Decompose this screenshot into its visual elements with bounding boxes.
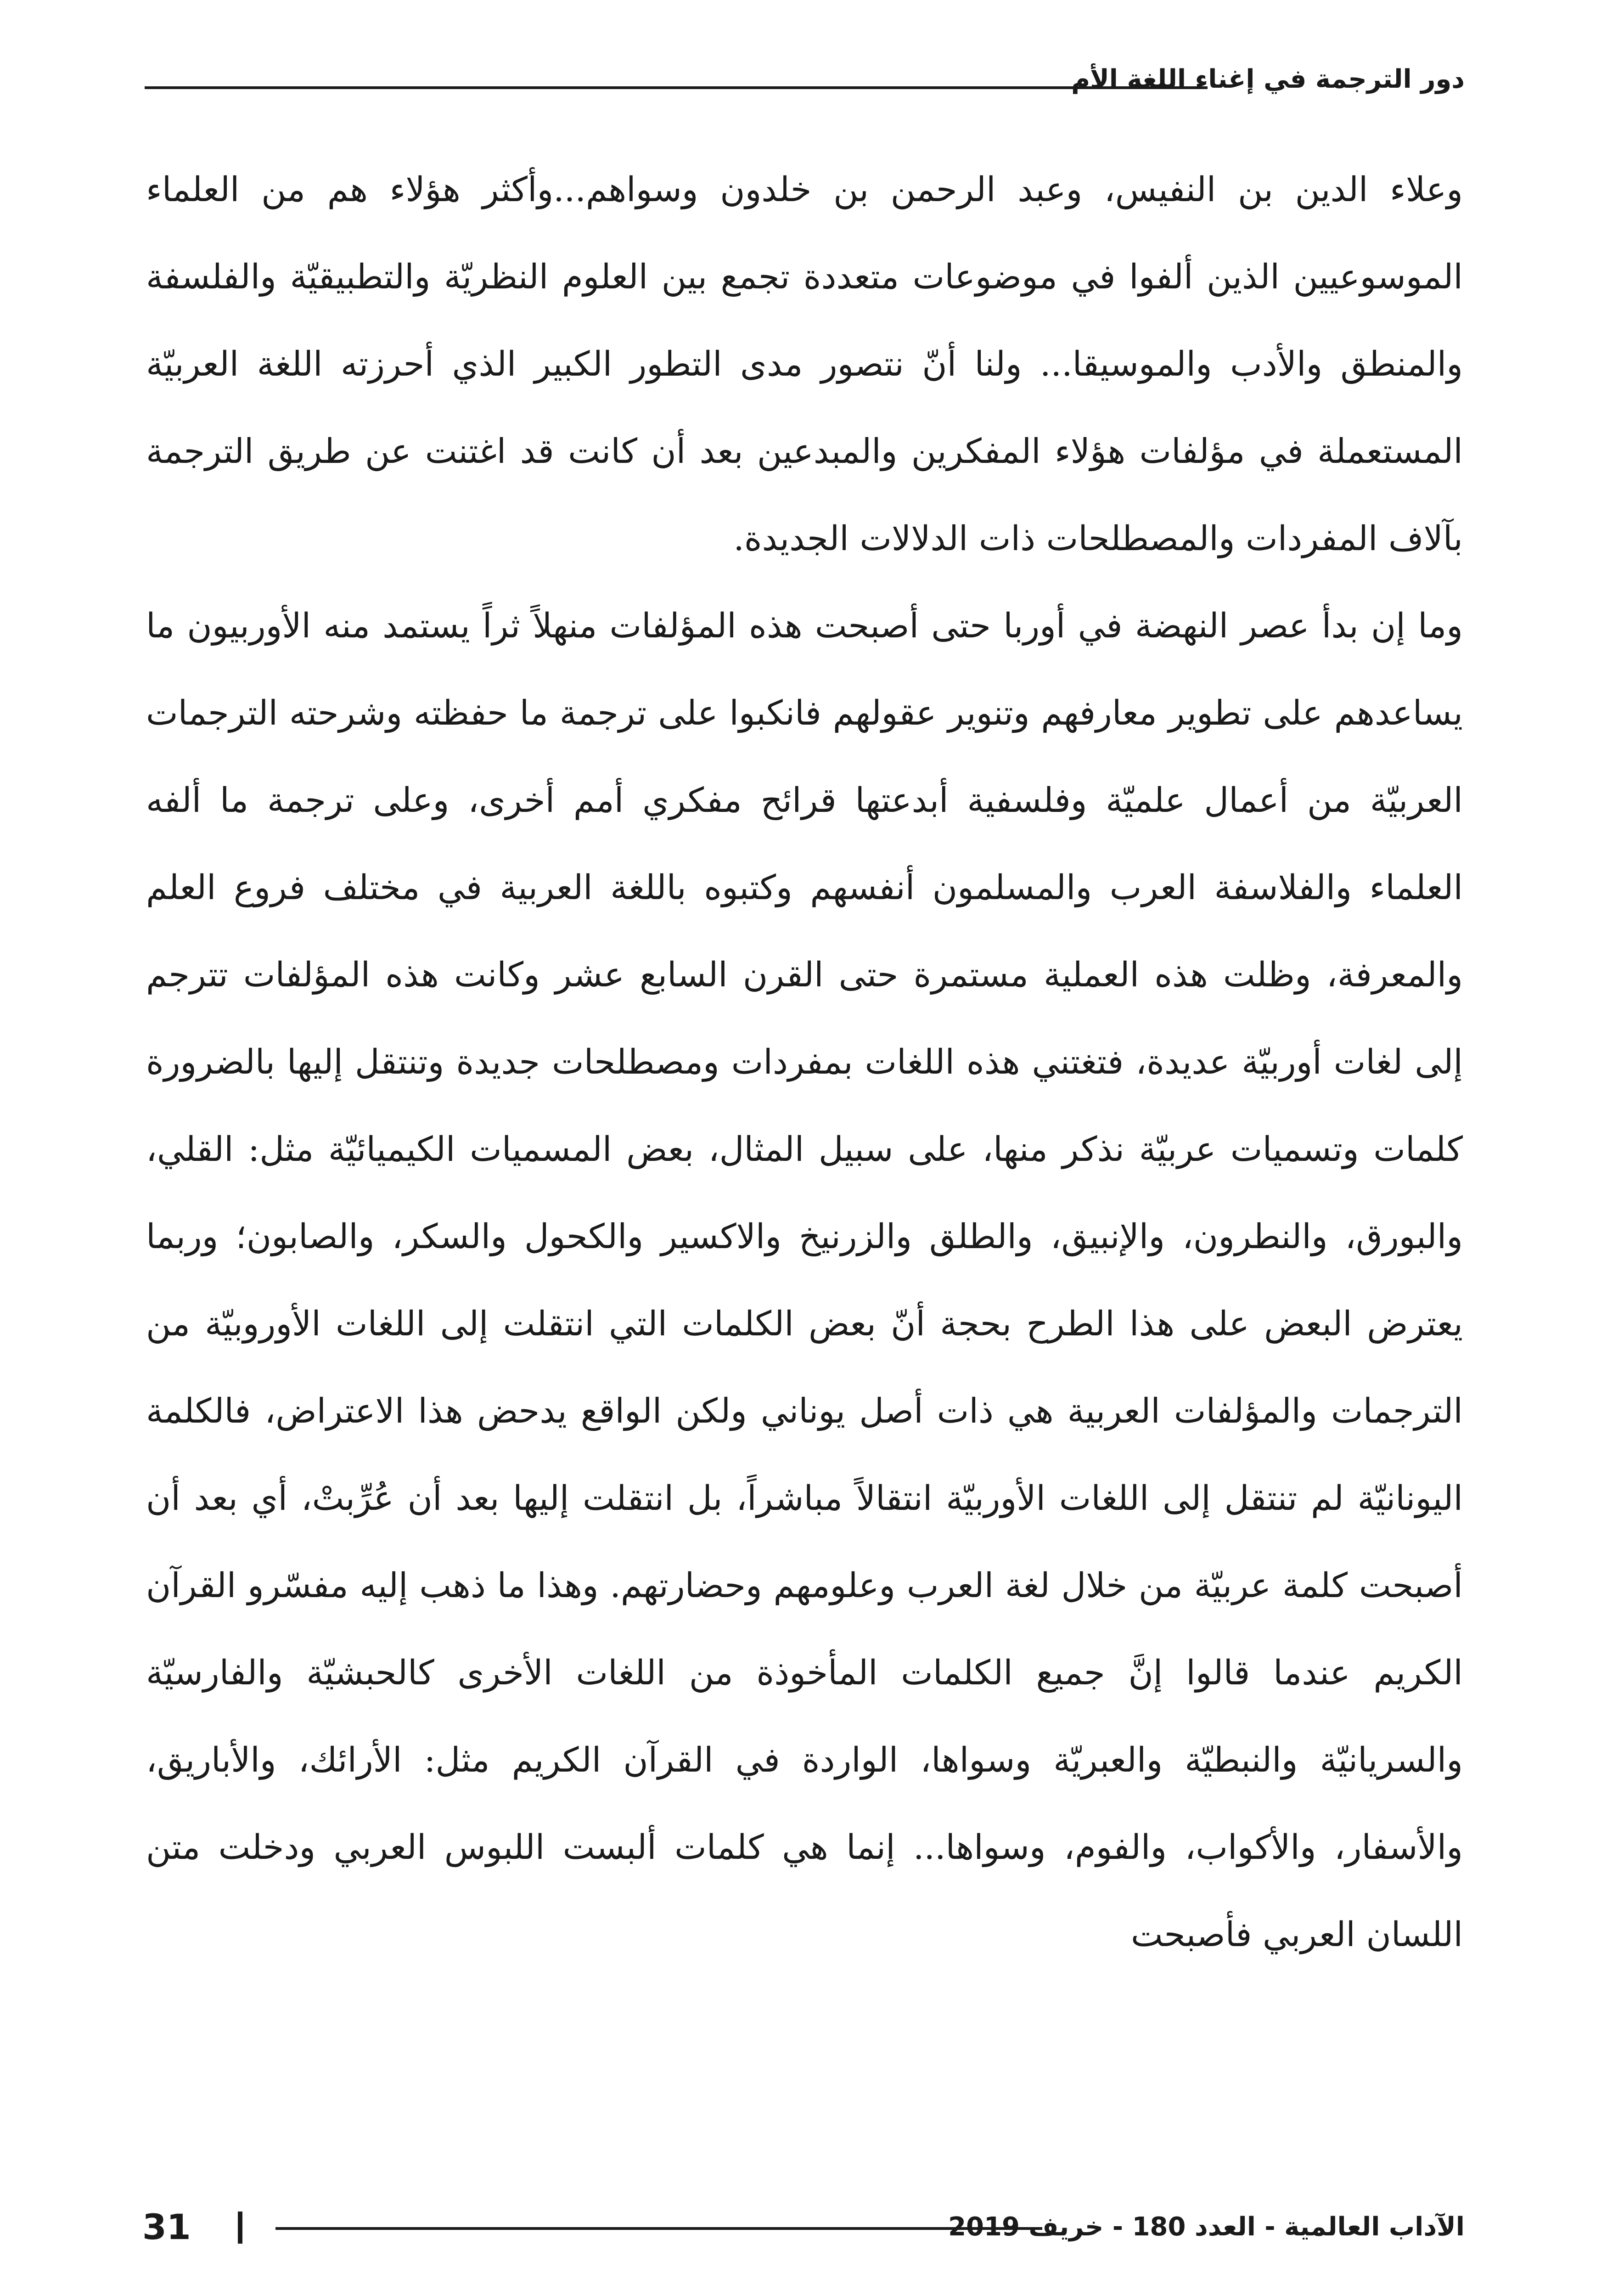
running-header	[145, 54, 1465, 105]
paragraph: وما إن بدأ عصر النهضة في أوربا حتى أصبحت هذه المؤلفات منهلاً ثراً يستمد منه الأوربيون ما يساعدهم على تطوير معارفهم وتنوير عقولهم فانكبوا على ترجمة ما حفظته وشرحته الترجمات العربيّة من أعمال علميّة وفلسفية أبدعتها قرائح مفكري أمم أخرى، وعلى ترجمة ما ألفه العلماء والفلاسفة العرب والمسلمون أنفسهم وكتبوه باللغة العربية في مختلف فروع العلم والمعرفة، وظلت هذه العملية مستمرة حتى القرن السابع عشر وكانت هذه المؤلفات تترجم إلى لغات أوربيّة عديدة، فتغتني هذه اللغات بمفردات ومصطلحات جديدة وتنتقل إليها بالضرورة كلمات وتسميات عربيّة نذكر منها، على سبيل المثال، بعض المسميات الكيميائيّة مثل: القلي، والبورق، والنطرون، والإنبيق، والطلق والزرنيخ والاكسير والكحول والسكر، والصابون؛ وربما يعترض البعض على هذا الطرح بحجة أنّ بعض الكلمات التي انتقلت إلى اللغات الأوروبيّة من الترجمات والمؤلفات العربية هي ذات أصل يوناني ولكن الواقع يدحض هذا الاعتراض، فالكلمة اليونانيّة لم تنتقل إلى اللغات الأوربيّة انتقالاً مباشراً، بل انتقلت إليها بعد أن عُرِّبتْ، أي بعد أن أصبحت كلمة عربيّة من خلال لغة العرب وعلومهم وحضارتهم. وهذا ما ذهب إليه مفسّرو القرآن الكريم عندما قالوا إنَّ جميع الكلمات المأخوذة من اللغات الأخرى كالحبشيّة والفارسيّة والسريانيّة والنبطيّة والعبريّة وسواها، الواردة في القرآن الكريم مثل: الأرائك، والأباريق، والأسفار، والأكواب، والفوم، وسواها... إنما هي كلمات ألبست اللبوس العربي ودخلت متن اللسان العربي فأصبحت	[146, 606, 1463, 1954]
page-number: 31	[142, 2206, 191, 2247]
article-body	[146, 146, 1463, 1978]
page-footer	[115, 2200, 1465, 2255]
header-title: دور الترجمة في إغناء اللغة الأم	[1071, 64, 1465, 94]
page-number-separator	[238, 2212, 242, 2244]
paragraph: وعلاء الدين بن النفيس، وعبد الرحمن بن خلدون وسواهم...وأكثر هؤلاء هم من العلماء الموسوعيين الذين ألفوا في موضوعات متعددة تجمع بين العلوم النظريّة والتطبيقيّة والفلسفة والمنطق والأدب والموسيقا... ولنا أنّ نتصور مدى التطور الكبير الذي أحرزته اللغة العربيّة المستعملة في مؤلفات هؤلاء المفكرين والمبدعين بعد أن كانت قد اغتنت عن طريق الترجمة بآلاف المفردات والمصطلحات ذات الدلالات الجديدة.	[146, 170, 1463, 558]
journal-info: الآداب العالمية - العدد 180 - خريف 2019	[948, 2212, 1465, 2242]
footer-rule	[275, 2227, 1042, 2230]
header-rule	[145, 86, 1208, 89]
